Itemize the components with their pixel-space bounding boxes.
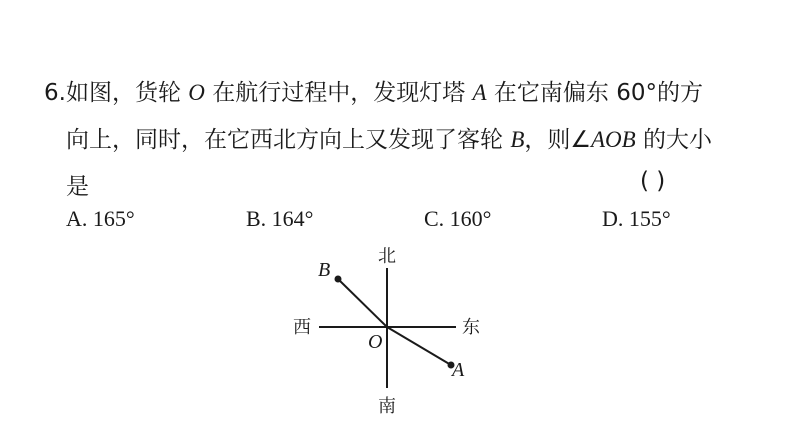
option-c[interactable]: C. 160° (424, 206, 492, 231)
question-text-2a: 向上，同时，在它西北方向上又发现了客轮 (66, 127, 511, 153)
var-A: A (472, 80, 487, 105)
option-b[interactable]: B. 164° (246, 206, 314, 231)
question-number: 6. (44, 80, 66, 106)
label-north: 北 (378, 246, 396, 267)
label-south: 南 (378, 396, 396, 417)
var-B: B (510, 127, 525, 152)
point-B-dot (335, 276, 342, 283)
label-O: O (368, 331, 383, 353)
option-a[interactable]: A. 165° (66, 206, 135, 231)
question-text-1b: 在航行过程中，发现灯塔 (204, 80, 473, 106)
ray-OA (387, 327, 451, 365)
var-O: O (188, 80, 205, 105)
option-d[interactable]: D. 155° (602, 206, 671, 231)
question-text-1a: 如图，货轮 (65, 80, 189, 106)
question-text-3: 是 (66, 174, 89, 200)
label-east: 东 (462, 317, 480, 338)
question-text-1c: 在它南偏东 60°的方 (486, 80, 703, 106)
label-west: 西 (293, 317, 311, 338)
answer-bracket: ( ) (640, 168, 666, 194)
label-A: A (452, 359, 465, 381)
question-text-2c: 的大小 (635, 127, 713, 153)
question-text-2b: ，则∠ (524, 127, 591, 153)
var-AOB: AOB (591, 127, 636, 152)
label-B: B (318, 259, 331, 281)
ray-OB (338, 279, 387, 327)
